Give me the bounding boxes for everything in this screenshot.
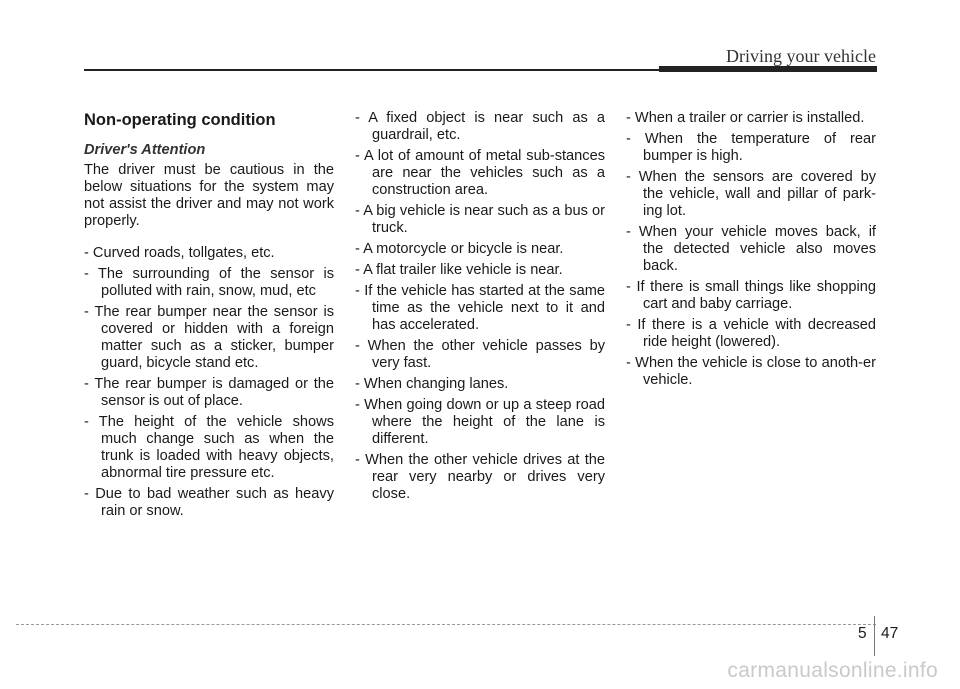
list-item: - When the other vehicle drives at the rear very nearby or drives very close. bbox=[355, 452, 605, 502]
list-item: - The surrounding of the sensor is polluted with rain, snow, mud, etc bbox=[84, 266, 334, 299]
condition-list-2 bbox=[355, 110, 605, 503]
list-item: - When the vehicle is close to anoth-er vehicle. bbox=[626, 355, 876, 388]
subheading: Driver's Attention bbox=[84, 142, 206, 158]
page-number-divider bbox=[874, 616, 875, 656]
chapter-number: 5 bbox=[858, 625, 867, 642]
list-item: - When the temperature of rear bumper is high. bbox=[626, 131, 876, 164]
column-1 bbox=[84, 110, 334, 524]
list-item: - The height of the vehicle shows much change such as when the trunk is loaded with heavy objects, abnormal tire pressure etc. bbox=[84, 414, 334, 481]
list-item: - A flat trailer like vehicle is near. bbox=[355, 262, 563, 278]
list-item: - The rear bumper is damaged or the sensor is out of place. bbox=[84, 376, 334, 409]
list-item: - When the sensors are covered by the vehicle, wall and pillar of park-ing lot. bbox=[626, 169, 876, 219]
list-item: - When your vehicle moves back, if the detected vehicle also moves back. bbox=[626, 224, 876, 274]
list-item: - When going down or up a steep road where the height of the lane is different. bbox=[355, 397, 605, 447]
list-item: - Due to bad weather such as heavy rain or snow. bbox=[84, 486, 334, 519]
list-item: - If there is small things like shopping cart and baby carriage. bbox=[626, 279, 876, 312]
list-item: - A motorcycle or bicycle is near. bbox=[355, 241, 564, 257]
list-item: - A big vehicle is near such as a bus or truck. bbox=[355, 203, 605, 236]
list-item: - When the other vehicle passes by very fast. bbox=[355, 338, 605, 371]
column-3 bbox=[626, 110, 876, 393]
list-item: - When a trailer or carrier is installed. bbox=[626, 110, 865, 126]
column-2 bbox=[355, 110, 605, 507]
condition-list-3 bbox=[626, 110, 876, 389]
intro-paragraph: The driver must be cautious in the below situations for the system may not assist the driver and may not work properly. bbox=[84, 162, 334, 229]
list-item: - When changing lanes. bbox=[355, 376, 509, 392]
list-item: - If the vehicle has started at the same time as the vehicle next to it and has accelerated. bbox=[355, 283, 605, 333]
list-item: - If there is a vehicle with decreased ride height (lowered). bbox=[626, 317, 876, 350]
footer-rule bbox=[16, 624, 876, 625]
list-item: - A fixed object is near such as a guardrail, etc. bbox=[355, 110, 605, 143]
list-item: - A lot of amount of metal sub-stances are near the vehicles such as a construction area. bbox=[355, 148, 605, 198]
section-title: Driving your vehicle bbox=[726, 46, 876, 66]
list-item: - Curved roads, tollgates, etc. bbox=[84, 245, 275, 261]
heading: Non-operating condition bbox=[84, 111, 276, 129]
watermark: carmanualsonline.info bbox=[727, 659, 938, 682]
page-number: 47 bbox=[881, 625, 899, 642]
header-rule-thick bbox=[659, 66, 877, 72]
list-item: - The rear bumper near the sensor is covered or hidden with a foreign matter such as a sticker, bumper guard, bicycle stand etc. bbox=[84, 304, 334, 371]
header-rule-thin bbox=[84, 69, 659, 71]
condition-list-1 bbox=[84, 245, 334, 520]
